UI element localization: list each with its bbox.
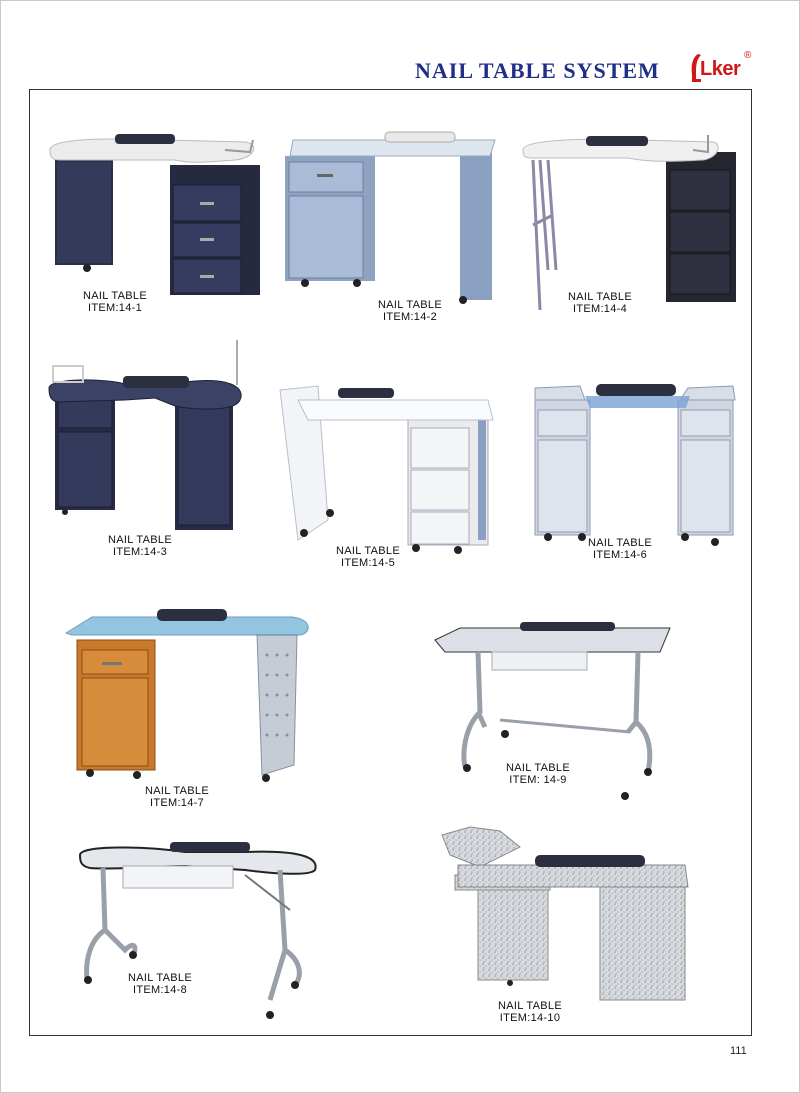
caption-14-9 [488,762,588,786]
product-14-4 [518,130,743,320]
product-item-number: ITEM: 14-9 [509,774,567,786]
caption-14-2 [360,299,460,323]
nail-table-14-8-image [75,840,320,1025]
product-14-9 [430,622,680,804]
nail-table-14-6-image [530,380,740,550]
product-14-5 [278,380,498,575]
caption-14-5 [318,545,418,569]
nail-table-14-4-image [518,130,743,310]
product-name: NAIL TABLE [336,545,400,557]
product-14-2 [285,128,500,328]
page-number: 111 [730,1045,747,1057]
brand-name: Lker [700,58,741,80]
caption-14-10 [480,1000,580,1024]
product-name: NAIL TABLE [108,534,172,546]
brand-logo [688,50,758,84]
product-name: NAIL TABLE [83,290,147,302]
product-item-number: ITEM:14-6 [592,549,648,561]
page-header [0,44,800,88]
caption-14-4 [550,291,650,315]
product-item-number: ITEM:14-1 [87,302,143,314]
product-item-number: ITEM:14-5 [340,557,396,569]
product-14-8 [75,840,320,1025]
product-name: NAIL TABLE [378,299,442,311]
product-name: NAIL TABLE [145,785,209,797]
nail-table-14-5-image [278,380,498,560]
caption-14-1 [65,290,165,314]
product-14-7 [62,605,317,810]
product-name: NAIL TABLE [128,972,192,984]
product-14-3 [45,340,250,560]
caption-14-6 [570,537,670,561]
nail-table-14-3-image [45,340,250,535]
nail-table-14-1-image [45,130,265,300]
product-item-number: ITEM:14-8 [132,984,188,996]
registered-mark: ® [744,50,752,61]
nail-table-14-7-image [62,605,317,787]
product-item-number: ITEM:14-2 [382,311,438,323]
product-name: NAIL TABLE [506,762,570,774]
product-name: NAIL TABLE [568,291,632,303]
product-14-6 [530,380,740,580]
caption-14-3 [85,534,195,558]
product-item-number: ITEM:14-10 [499,1012,561,1024]
catalog-title: NAIL TABLE SYSTEM [415,58,660,83]
product-14-10 [440,825,695,1025]
product-item-number: ITEM:14-7 [149,797,205,809]
product-14-1 [45,130,265,314]
nail-table-14-2-image [285,128,500,308]
product-name: NAIL TABLE [498,1000,562,1012]
caption-14-7 [127,785,227,809]
product-item-number: ITEM:14-3 [112,546,168,558]
product-name: NAIL TABLE [588,537,652,549]
product-item-number: ITEM:14-4 [572,303,628,315]
caption-14-8 [110,972,210,996]
nail-table-14-10-image [440,825,695,1003]
